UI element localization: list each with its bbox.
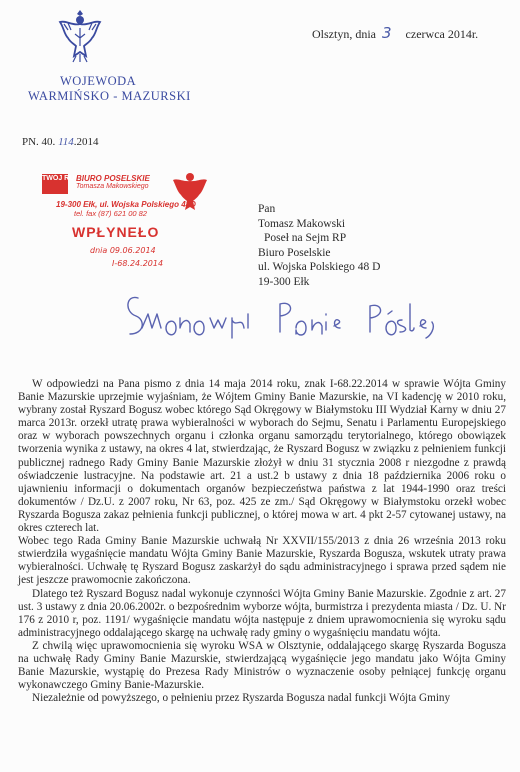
stamp-received-date: dnia 09.06.2014: [90, 246, 156, 255]
reference-prefix: PN. 40.: [22, 136, 56, 148]
body-paragraph: W odpowiedzi na Pana pismo z dnia 14 maja 2014 roku, znak I-68.22.2014 w sprawie Wójta Gminy Banie Mazurskie uprzejmie wyjaśniam, że Wójtem Gminy Banie Mazurskie, na VI kadencję w 2010 roku, wybrany został Ryszard Bogusz wobec którego Sąd Okręgowy w Białymstoku III Wydział Karny w dniu 27 marca 2013r. orzekł utratę prawa wybieralności w wyborach do Sejmu, Senatu i Parlamentu Europejskiego oraz w wyborach powszechnych organu i członka organu samorządu terytorialnego, którego obowiązek tworzenia wynika z ustawy, na okres 4 lat, stwierdzając, że Ryszard Bogusz w związku z pełnieniem funkcji publicznej radnego Rady Gminy Banie Mazurskie złożył w dniu 31 stycznia 2008 r niezgodne z prawdą oświadczenie lustracyjne. Na podstawie art. 21 a ust.2 b ustawy z dnia 18 października 2006 roku o ujawnieniu informacji o dokumentach organów bezpieczeństwa państwa z lat 1944-1990 oraz treści dokumentów / Dz.U. z 2007 roku, Nr 63, poz. 425 ze zm./ Sąd Okręgowy w Białymstoku orzekł wobec Ryszarda Bogusza zakaz pełnienia funkcji publicznej, o której mowa w art. 4 pkt 2-57 cytowanej ustawy, na okres czterech lat.: [18, 378, 506, 535]
received-stamp: [38, 170, 218, 276]
stamp-person: Tomasza Makowskiego: [76, 183, 149, 190]
recipient-line: ul. Wojska Polskiego 48 D: [258, 261, 381, 273]
reference-year: .2014: [73, 136, 99, 148]
stamp-phone: tel. fax (87) 621 00 82: [74, 209, 147, 218]
office-title-line2: WARMIŃSKO - MAZURSKI: [28, 89, 191, 103]
handwritten-greeting: [120, 282, 450, 352]
reference-handwritten-number: 114: [58, 136, 74, 148]
stamp-address: 19-300 Ełk, ul. Wojska Polskiego 48D: [56, 200, 196, 209]
recipient-line: Tomasz Makowski: [258, 217, 346, 230]
recipient-line: Pan: [258, 203, 276, 215]
date-place: Olsztyn, dnia: [312, 27, 376, 41]
body-paragraph: Z chwilą więc uprawomocnienia się wyroku WSA w Olsztynie, oddalającego skargę Ryszarda Bogusza na uchwałę Rady Gminy Banie Mazurskie, stwierdzającą wygaśnięcie jego mandatu jako Wójta Gminy Banie Mazurskie, wystąpię do Prezesa Rady Ministrów o wyznaczenie osoby pełniącej funkcję organu wykonawczego Gminy Banie-Mazurskie.: [18, 639, 506, 692]
recipient-line: Biuro Poselskie: [258, 246, 331, 259]
party-logo: TWÓJ RUCH: [42, 174, 68, 194]
body-paragraph: Wobec tego Rada Gminy Banie Mazurskie uchwałą Nr XXVII/155/2013 z dnia 26 września 2013 roku stwierdziła wygaśnięcie mandatu Wójta Gminy Banie Mazurskie, Ryszarda Bogusza, wskutek utraty prawa wybieralności. Uchwałę tę Ryszard Bogusz zaskarżył do sądu administracyjnego i sprawa przed sądem nie jest jeszcze prawomocnie zakończona.: [18, 535, 506, 587]
letter-body: [18, 378, 506, 705]
date-rest: czerwca 2014r.: [405, 27, 479, 41]
recipient-line: 19-300 Ełk: [258, 275, 310, 288]
body-paragraph: Niezależnie od powyższego, o pełnieniu przez Ryszarda Bogusza nadal funkcji Wójta Gminy: [32, 692, 451, 705]
recipient-address: [258, 202, 381, 289]
stamp-eagle-icon: [172, 170, 208, 214]
stamp-office: BIURO POSELSKIE: [76, 174, 150, 183]
stamp-received: WPŁYNEŁO: [72, 224, 160, 240]
reference-number: [22, 136, 99, 148]
office-title-line1: WOJEWODA: [60, 74, 137, 88]
date-line: [312, 24, 478, 42]
recipient-line: Poseł na Sejm RP: [264, 232, 347, 244]
body-paragraph: Dlatego też Ryszard Bogusz nadal wykonuje czynności Wójta Gminy Banie Mazurskie. Zgodnie z art. 27 ust. 3 ustawy z dnia 20.06.2002r. o bezpośrednim wyborze wójta, burmistrza i prezydenta miasta / Dz. U. Nr 176 z 2010 r, poz. 1191/ wygaśnięcie mandatu wójta następuje z dniem uprawomocnienia się wyroku sądu administracyjnego oddalającego skargę na uchwałę rady gminy o wygaśnięciu mandatu wójta.: [18, 587, 506, 639]
eagle-emblem: [58, 8, 102, 64]
date-day: 3: [382, 24, 392, 42]
stamp-received-ref: I-68.24.2014: [112, 259, 164, 268]
